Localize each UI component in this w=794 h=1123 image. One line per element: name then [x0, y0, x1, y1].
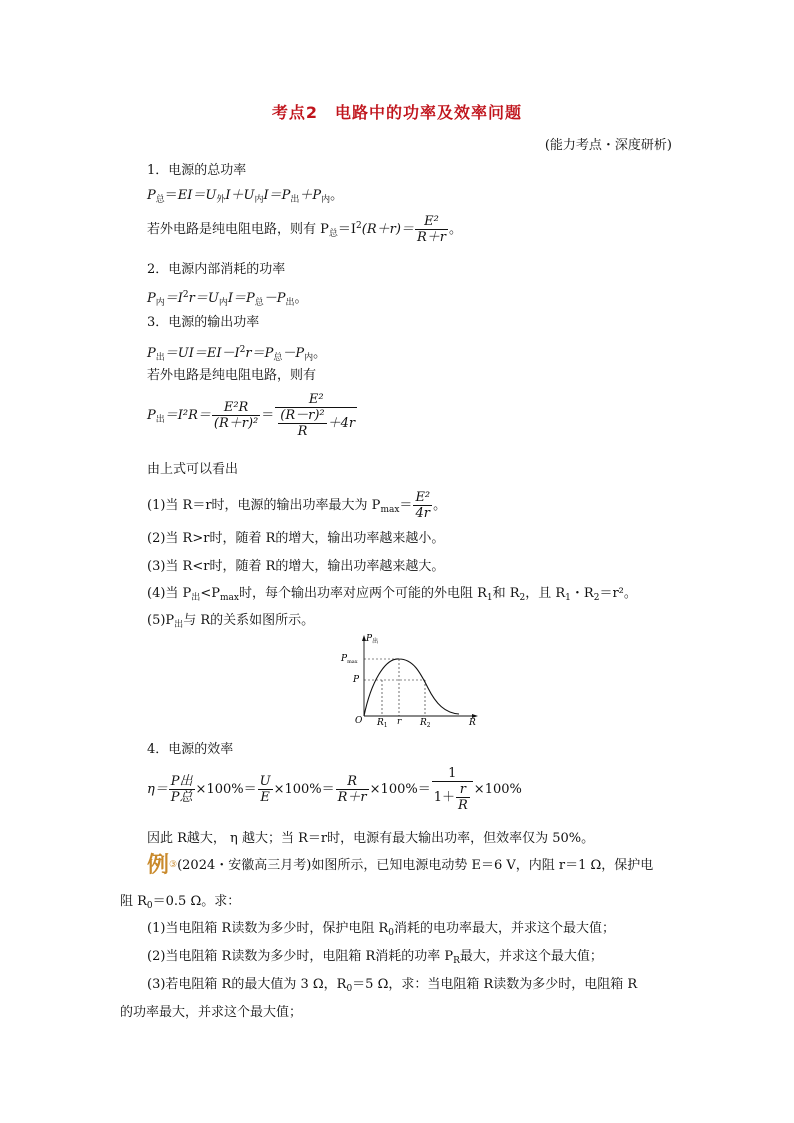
example-mark: 例 — [147, 852, 170, 878]
graph-r-label: r — [397, 717, 402, 727]
fraction: $\frac{\text{E²}}{4r}$ — [415, 490, 431, 521]
section-1-heading: 1．电源的总功率 — [147, 163, 247, 178]
output-power-formula: $P_出=UI=EI-I^2r=P_总-P_内$。 — [147, 345, 327, 363]
output-power-expansion: $P_出=I^2R=$ $\frac{\text{E²R}}{\text{(R＋r)²}}$ ＝ E² $\frac{\text{(R－r)²}}{R}$ ＋4r — [147, 392, 356, 439]
internal-power-formula: $P_内=I^2r=U_内I=P_总-P_出$。 — [147, 290, 308, 308]
item-2: (2)当 R>r时，随着 R的增大，输出功率越来越小。 — [147, 531, 445, 546]
item-5: $(5)P_出$与 R的关系如图所示。 — [147, 613, 315, 630]
fraction: $\frac{\text{E²}}{R+r}$ — [416, 214, 446, 245]
fraction: $\frac{\text{P出}}{\text{P总}}$ — [170, 774, 193, 805]
total-power-pure-resistor: 若外电路是纯电阻电路，则有 $P_总=I^2(R+r)=$ $\frac{\text{E²}}{R+r}$ 。 — [147, 214, 462, 245]
graph-r1-label: $R_1$ — [377, 718, 388, 729]
page-subtitle: (能力考点・深度研析) — [544, 138, 672, 153]
section-2-heading: 2．电源内部消耗的功率 — [147, 262, 286, 277]
page-title: 考点2 电路中的功率及效率问题 — [271, 103, 523, 122]
section-4-heading: 4．电源的效率 — [147, 742, 234, 757]
example-line-2: 阻 $R_0=0.5$ Ω。求： — [120, 894, 241, 911]
fraction: 1 1＋ $\frac{r}{R}$ — [432, 766, 473, 813]
graph-x-label: R — [469, 718, 476, 728]
section-3-heading: 3．电源的输出功率 — [147, 315, 260, 330]
pure-resistor-note: 若外电路是纯电阻电路，则有 — [147, 368, 317, 383]
question-3-continued: 的功率最大，并求这个最大值； — [120, 1005, 303, 1020]
power-vs-resistance-graph — [335, 632, 485, 732]
fraction: E² $\frac{\text{(R－r)²}}{R}$ ＋4r — [275, 392, 357, 439]
efficiency-formula: η＝ $\frac{\text{P出}}{\text{P总}}$ ×100%＝ $\frac{U}{E}$ ×100%＝ $\frac{R}{R+r}$ ×100%＝ 1 1＋ $\frac{r}{R}$ ×100% — [147, 766, 522, 813]
total-power-formula: $P_总=EI=U_外I+U_内I=P_出+P_内$。 — [147, 188, 344, 205]
graph-p-label: P — [353, 675, 360, 685]
example-line-1: 例③(2024・安徽高三月考)如图所示，已知电源电动势 E＝6 V，内阻 r＝1 Ω，保护电 — [147, 852, 654, 878]
item-1: (1)当 R＝r时，电源的输出功率最大为 $P_{max}=$ $\frac{\text{E²}}{4r}$ 。 — [147, 490, 447, 521]
conclusion-intro: 由上式可以看出 — [147, 462, 239, 477]
question-2: (2)当电阻箱 R读数为多少时，电阻箱 R消耗的功率 $P_R$最大，并求这个最大值； — [147, 949, 603, 966]
graph-y-label: $P_出$ — [366, 634, 379, 645]
question-3: (3)若电阻箱 R的最大值为 3 Ω，$R_0=5$ Ω，求：当电阻箱 R读数为多少时，电阻箱 R — [147, 977, 638, 994]
fraction: $\frac{U}{E}$ — [259, 774, 271, 805]
efficiency-conclusion: 因此 R越大， η 越大；当 R＝r时，电源有最大输出功率，但效率仅为 50%。 — [147, 831, 595, 846]
fraction: $\frac{\text{E²R}}{\text{(R＋r)²}}$ — [213, 400, 259, 431]
power-curve — [364, 659, 459, 716]
fraction: $\frac{R}{R+r}$ — [337, 774, 367, 805]
question-1: (1)当电阻箱 R读数为多少时，保护电阻 $R_0$消耗的电功率最大，并求这个最大值； — [147, 921, 616, 938]
item-3: (3)当 R<r时，随着 R的增大，输出功率越来越大。 — [147, 559, 445, 574]
graph-pmax-label: $P_{max}$ — [341, 654, 358, 665]
graph-origin-label: O — [355, 716, 363, 726]
item-4: (4)当 $P_出<P_{max}$时，每个输出功率对应两个可能的外电阻 $R_1$和 $R_2$，且 $R_1$・$R_2=r^2$。 — [147, 586, 637, 603]
graph-r2-label: $R_2$ — [420, 718, 431, 729]
